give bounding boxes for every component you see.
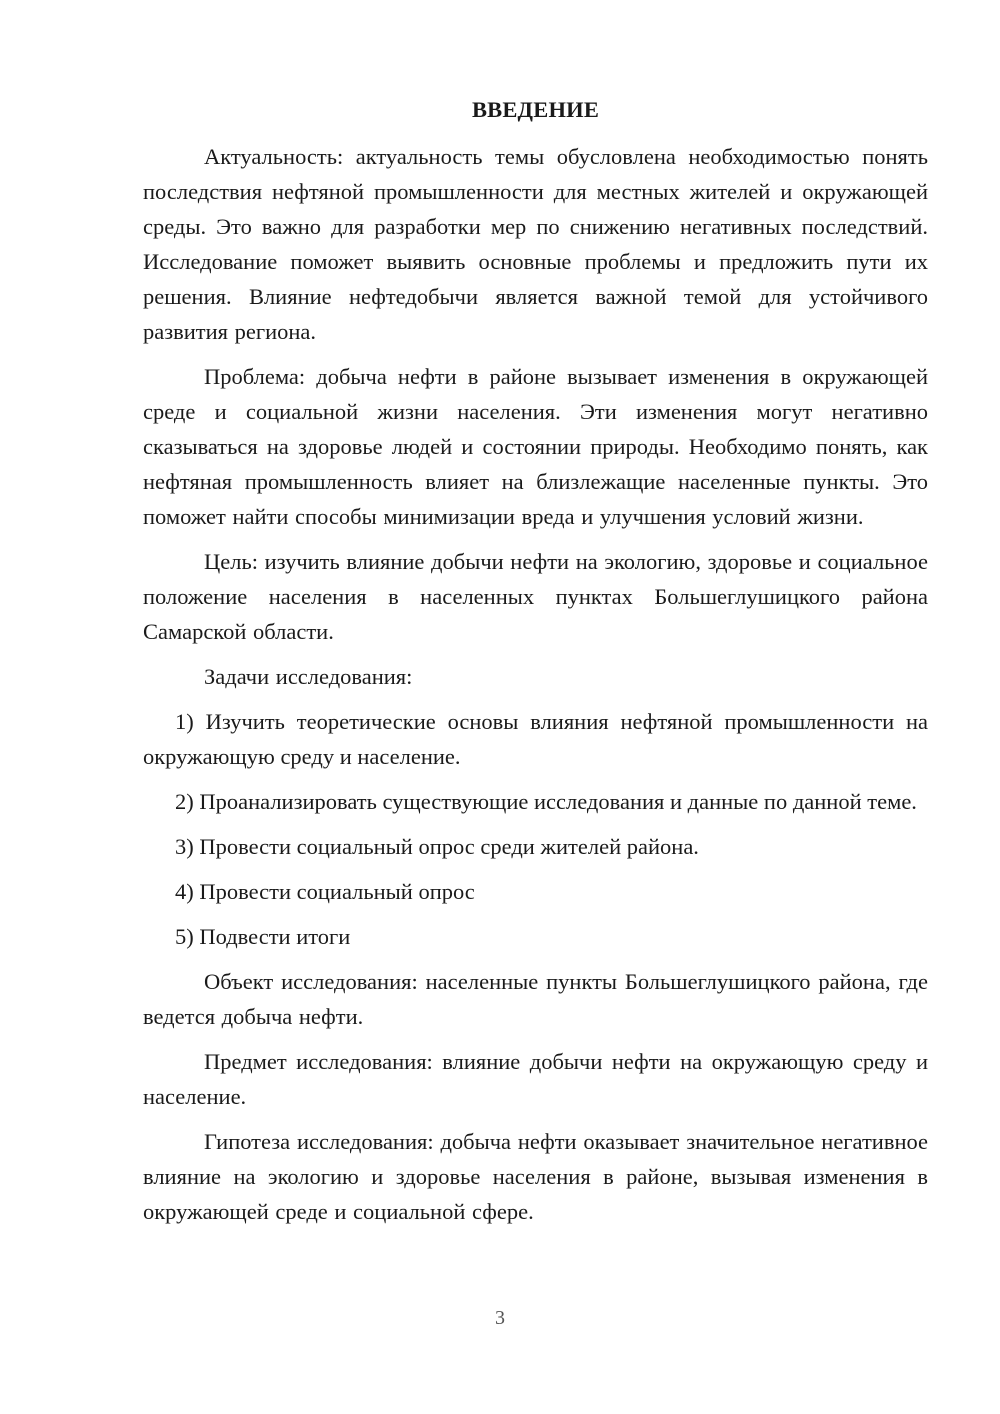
task-item-5: 5) Подвести итоги <box>175 924 351 949</box>
paragraph-problem: Проблема: добыча нефти в районе вызывает изменения в окружающей среде и социальной жизни населения. Эти изменения могут негативно сказываться на здоровье людей и состоянии природы. Необходимо понять, как нефтяная промышленность влияет на близлежащие населенные пункты. Это поможет найти способы минимизации вреда и улучшения условий жизни. <box>143 364 928 529</box>
page-content <box>143 92 928 1239</box>
page-number: 3 <box>495 1307 505 1329</box>
task-item-4: 4) Провести социальный опрос <box>175 879 475 904</box>
paragraph-goal: Цель: изучить влияние добычи нефти на экологию, здоровье и социальное положение населения в населенных пунктах Большеглушицкого района Самарской области. <box>143 549 928 644</box>
task-item-2: 2) Проанализировать существующие исследования и данные по данной теме. <box>175 789 917 814</box>
paragraph-relevance: Актуальность: актуальность темы обусловлена необходимостью понять последствия нефтяной промышленности для местных жителей и окружающей среды. Это важно для разработки мер по снижению негативных последствий. Исследование поможет выявить основные проблемы и предложить пути их решения. Влияние нефтедобычи является важной темой для устойчивого развития региона. <box>143 144 928 344</box>
paragraph-hypothesis: Гипотеза исследования: добыча нефти оказывает значительное негативное влияние на экологию и здоровье населения в районе, вызывая изменения в окружающей среде и социальной сфере. <box>143 1129 928 1224</box>
task-item-3: 3) Провести социальный опрос среди жителей района. <box>175 834 699 859</box>
paragraph-subject: Предмет исследования: влияние добычи нефти на окружающую среду и население. <box>143 1049 928 1109</box>
task-item-1: 1) Изучить теоретические основы влияния нефтяной промышленности на окружающую среду и население. <box>143 709 928 769</box>
paragraph-object: Объект исследования: населенные пункты Большеглушицкого района, где ведется добыча нефти. <box>143 969 928 1029</box>
tasks-heading: Задачи исследования: <box>204 664 413 689</box>
section-title: ВВЕДЕНИЕ <box>471 97 600 122</box>
